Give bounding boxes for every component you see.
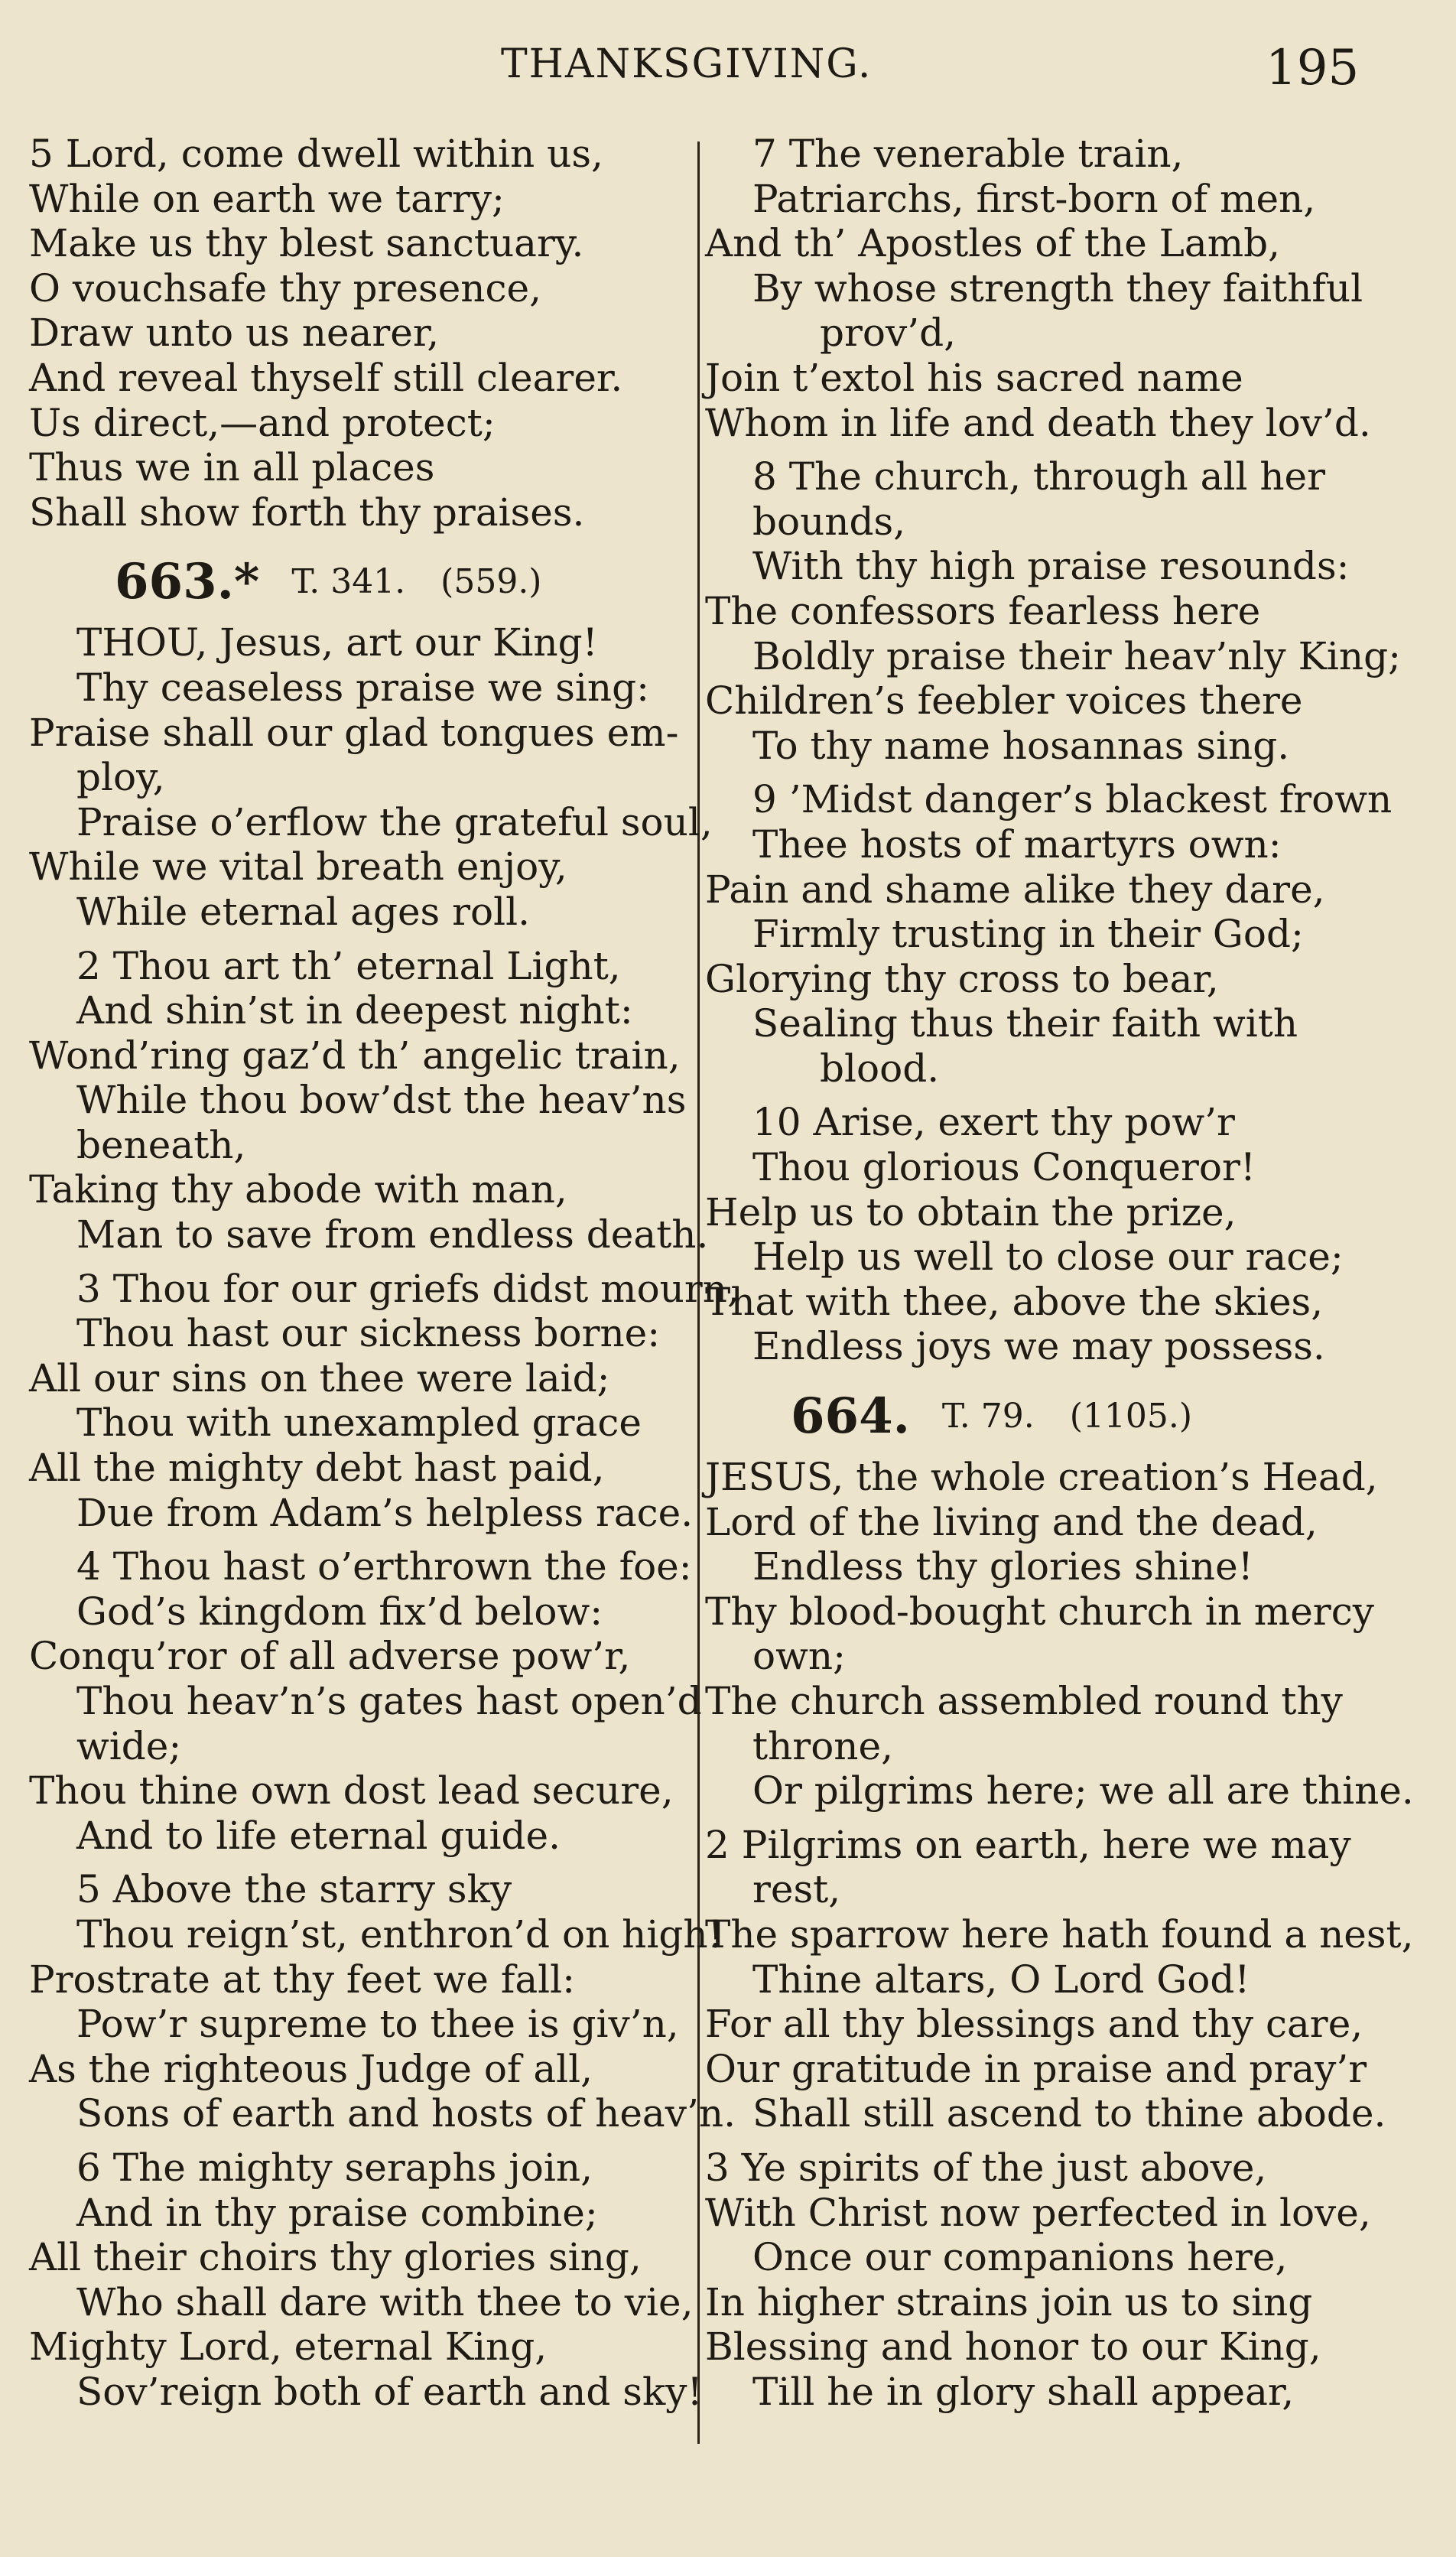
stanza xyxy=(705,1822,1414,2136)
verse-line: Help us well to close our race; xyxy=(752,1235,1344,1280)
stanza xyxy=(705,1100,1397,1369)
verse-line: Glorying thy cross to bear, xyxy=(705,956,1219,1001)
verse-line: While thou bow’dst the heav’ns xyxy=(76,1078,687,1123)
hymn-reference: (559.) xyxy=(440,562,542,602)
verse-line: Lord of the living and the dead, xyxy=(705,1499,1318,1544)
stanza xyxy=(705,777,1397,1091)
verse-line: The confessors fearless here xyxy=(705,588,1261,633)
verse-line: Thus we in all places xyxy=(29,445,435,490)
stanza xyxy=(29,1867,736,2136)
verse-line: Blessing and honor to our King, xyxy=(705,2324,1321,2370)
hymn-reference: (1105.) xyxy=(1069,1396,1192,1436)
verse-line: Thou thine own dost lead secure, xyxy=(29,1768,674,1814)
verse-line: While we vital breath enjoy, xyxy=(29,844,567,890)
stanza xyxy=(705,2145,1397,2415)
stanza xyxy=(29,132,694,535)
verse-line: Pow’r supreme to thee is giv’n, xyxy=(76,2002,679,2047)
tune-number: T. 341. xyxy=(291,562,406,602)
verse-line: Praise o’erflow the grateful soul, xyxy=(76,799,713,844)
verse-line: Taking thy abode with man, xyxy=(29,1167,567,1212)
verse-line: With Christ now perfected in love, xyxy=(705,2190,1371,2235)
verse-line: And shin’st in deepest night: xyxy=(76,988,633,1033)
verse-line: Whom in life and death they lov’d. xyxy=(705,400,1371,445)
verse-line: Patriarchs, first-born of men, xyxy=(752,176,1316,221)
verse-line: Us direct,—and protect; xyxy=(29,400,496,445)
verse-line: Thy blood-bought church in mercy xyxy=(705,1589,1374,1634)
verse-line: Who shall dare with thee to vie, xyxy=(76,2279,694,2324)
verse-line: And reveal thyself still clearer. xyxy=(29,355,623,400)
page-header xyxy=(0,37,1456,106)
page-number: 195 xyxy=(1266,40,1360,96)
verse-line: prov’d, xyxy=(820,311,957,356)
verse-line: In higher strains join us to sing xyxy=(705,2279,1313,2324)
verse-line: For all thy blessings and thy care, xyxy=(705,2002,1363,2047)
verse-line: 4 Thou hast o’erthrown the foe: xyxy=(76,1544,692,1589)
verse-line: Boldly praise their heav’nly King; xyxy=(752,633,1401,678)
verse-line: Thee hosts of martyrs own: xyxy=(752,821,1282,867)
verse-line: Once our companions here, xyxy=(752,2235,1288,2280)
verse-line: Our gratitude in praise and pray’r xyxy=(705,2046,1367,2091)
verse-line: Thine altars, O Lord God! xyxy=(752,1957,1250,2002)
verse-line: Or pilgrims here; we all are thine. xyxy=(752,1768,1414,1814)
hymn-heading xyxy=(29,544,694,620)
stanza xyxy=(705,454,1401,768)
verse-line: wide; xyxy=(76,1723,182,1768)
verse-line: By whose strength they faithful xyxy=(752,265,1363,311)
verse-line: Wond’ring gaz’d th’ angelic train, xyxy=(29,1033,681,1078)
verse-line: THOU, Jesus, art our King! xyxy=(76,620,598,665)
verse-line: That with thee, above the skies, xyxy=(705,1279,1324,1324)
verse-line: 5 Lord, come dwell within us, xyxy=(29,132,603,176)
verse-line: To thy name hosannas sing. xyxy=(752,723,1290,768)
verse-line: Shall still ascend to thine abode. xyxy=(752,2091,1386,2136)
verse-line: Sealing thus their faith with xyxy=(752,1001,1298,1046)
verse-line: Children’s feebler voices there xyxy=(705,678,1303,724)
stanza xyxy=(705,1455,1414,1814)
verse-line: Due from Adam’s helpless race. xyxy=(76,1490,694,1535)
verse-line: Endless thy glories shine! xyxy=(752,1544,1253,1589)
verse-line: Thy ceaseless praise we sing: xyxy=(76,665,649,710)
verse-line: Endless joys we may possess. xyxy=(752,1324,1325,1369)
verse-line: Conqu’ror of all adverse pow’r, xyxy=(29,1634,631,1679)
verse-line: With thy high praise resounds: xyxy=(752,544,1350,589)
right-column xyxy=(705,132,1414,2415)
verse-line: 3 Thou for our griefs didst mourn, xyxy=(76,1266,739,1311)
stanza xyxy=(705,132,1397,445)
verse-line: All the mighty debt hast paid, xyxy=(29,1446,605,1491)
stanza xyxy=(29,2145,703,2415)
stanza xyxy=(29,1544,702,1858)
stanza xyxy=(29,1266,739,1536)
verse-line: While on earth we tarry; xyxy=(29,176,505,221)
verse-line: JESUS, the whole creation’s Head, xyxy=(705,1455,1378,1500)
stanza xyxy=(29,620,713,934)
verse-line: Till he in glory shall appear, xyxy=(752,2369,1295,2414)
verse-line: And in thy praise combine; xyxy=(76,2190,598,2235)
verse-line: Thou with unexampled grace xyxy=(76,1400,642,1446)
verse-line: rest, xyxy=(752,1867,841,1912)
verse-line: 8 The church, through all her xyxy=(752,454,1326,499)
verse-line: Firmly trusting in their God; xyxy=(752,912,1304,957)
verse-line: Thou reign’st, enthron’d on high! xyxy=(76,1911,723,1957)
verse-line: Thou hast our sickness borne: xyxy=(76,1311,661,1356)
verse-line: blood. xyxy=(820,1046,940,1091)
running-title: THANKSGIVING. xyxy=(501,41,873,87)
verse-line: 3 Ye spirits of the just above, xyxy=(705,2145,1267,2190)
verse-line: Help us to obtain the prize, xyxy=(705,1189,1237,1235)
verse-line: The church assembled round thy xyxy=(705,1679,1343,1723)
verse-line: ploy, xyxy=(76,755,165,800)
verse-line: Draw unto us nearer, xyxy=(29,311,440,356)
verse-line: Man to save from endless death. xyxy=(76,1212,709,1257)
verse-line: Mighty Lord, eternal King, xyxy=(29,2324,548,2370)
verse-line: 10 Arise, exert thy pow’r xyxy=(752,1100,1235,1145)
verse-line: And th’ Apostles of the Lamb, xyxy=(705,221,1281,266)
verse-line: 5 Above the starry sky xyxy=(76,1867,512,1912)
verse-line: 7 The venerable train, xyxy=(752,132,1184,176)
left-column xyxy=(29,132,739,2415)
verse-line: 2 Pilgrims on earth, here we may xyxy=(705,1822,1351,1867)
verse-line: Make us thy blest sanctuary. xyxy=(29,221,584,266)
tune-number: T. 79. xyxy=(941,1396,1035,1436)
verse-line: Praise shall our glad tongues em- xyxy=(29,710,679,755)
verse-line: beneath, xyxy=(76,1122,246,1167)
verse-line: Join t’extol his sacred name xyxy=(705,355,1243,400)
verse-line: Thou heav’n’s gates hast open’d xyxy=(76,1679,702,1723)
verse-line: 6 The mighty seraphs join, xyxy=(76,2145,593,2190)
verse-line: Sov’reign both of earth and sky! xyxy=(76,2369,703,2414)
verse-line: 2 Thou art th’ eternal Light, xyxy=(76,943,621,988)
verse-line: 9 ’Midst danger’s blackest frown xyxy=(752,777,1393,822)
stanza xyxy=(29,943,709,1257)
hymn-number: 663.* xyxy=(115,553,260,611)
verse-line: own; xyxy=(752,1634,846,1679)
verse-line: Shall show forth thy praises. xyxy=(29,490,585,535)
verse-line: As the righteous Judge of all, xyxy=(29,2046,593,2091)
hymn-number: 664. xyxy=(791,1387,910,1445)
verse-line: God’s kingdom fix’d below: xyxy=(76,1589,603,1634)
verse-line: All our sins on thee were laid; xyxy=(29,1355,610,1400)
verse-line: bounds, xyxy=(752,499,906,544)
verse-line: Thou glorious Conqueror! xyxy=(752,1145,1256,1190)
verse-line: O vouchsafe thy presence, xyxy=(29,265,541,311)
verse-line: All their choirs thy glories sing, xyxy=(29,2235,642,2280)
verse-line: throne, xyxy=(752,1723,893,1768)
hymn-heading xyxy=(705,1378,1397,1455)
verse-line: The sparrow here hath found a nest, xyxy=(705,1911,1414,1957)
verse-line: Sons of earth and hosts of heav’n. xyxy=(76,2091,736,2136)
verse-line: Pain and shame alike they dare, xyxy=(705,867,1325,912)
verse-line: And to life eternal guide. xyxy=(76,1813,561,1858)
verse-line: Prostrate at thy feet we fall: xyxy=(29,1957,576,2002)
verse-line: While eternal ages roll. xyxy=(76,889,530,934)
